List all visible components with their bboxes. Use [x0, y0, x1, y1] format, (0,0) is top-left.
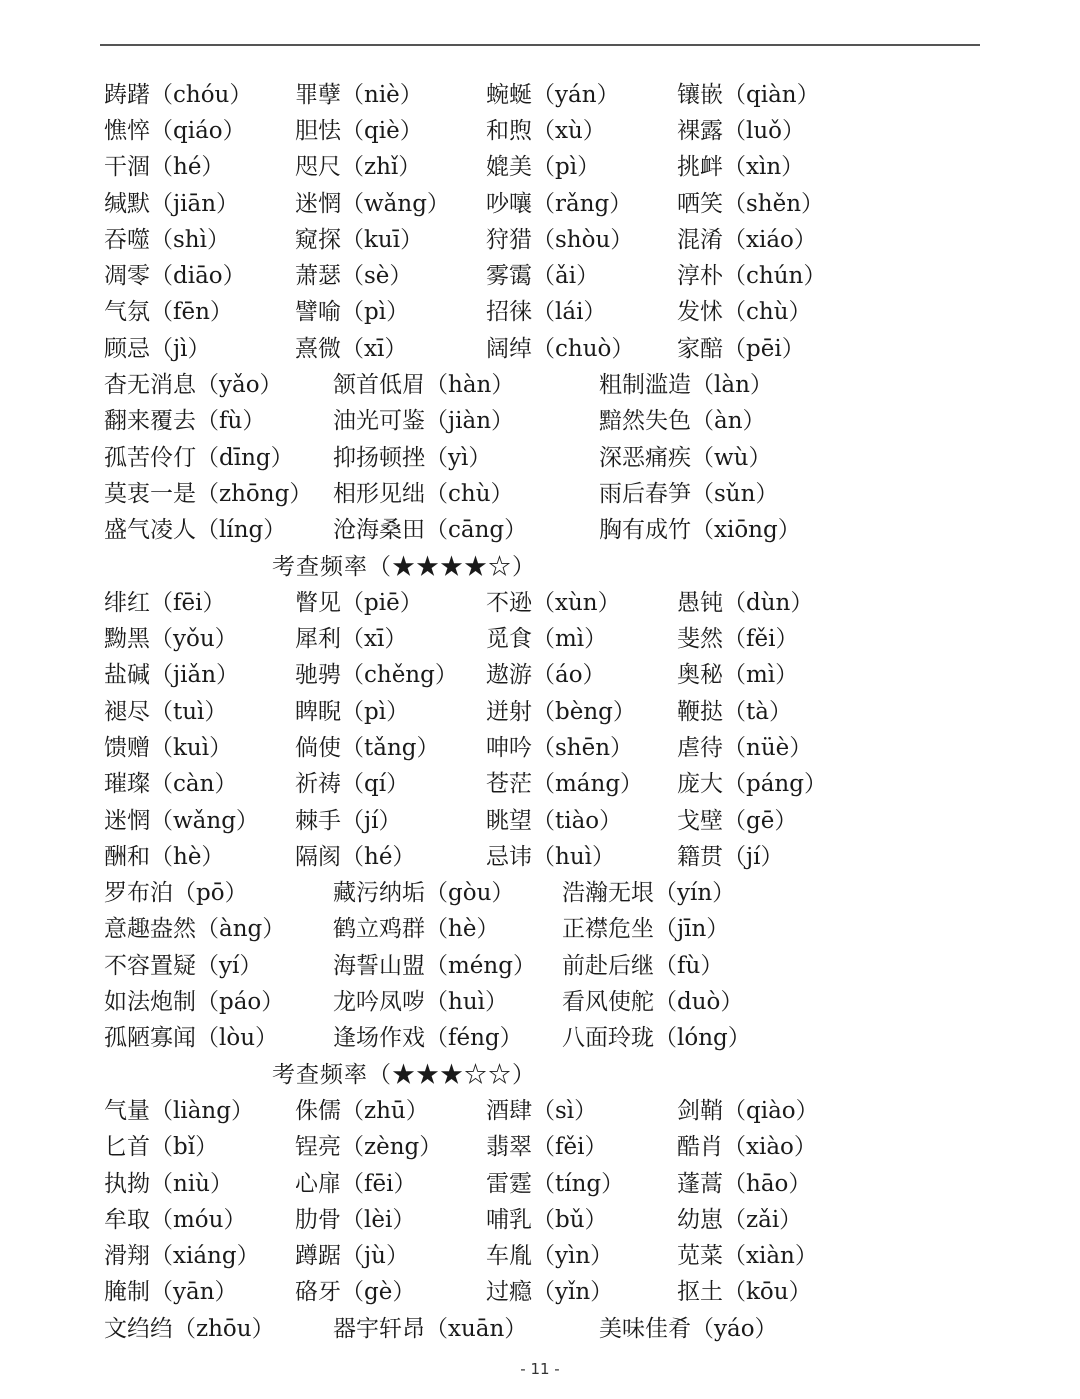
vocab-entry: 混淆（xiáo）	[677, 226, 817, 253]
vocab-entry: 媲美（pì）	[486, 154, 601, 181]
vocab-entry: 过瘾（yǐn）	[486, 1279, 614, 1306]
vocab-row	[104, 1199, 984, 1235]
vocab-entry: 奥秘（mì）	[677, 662, 799, 689]
vocab-entry: 孤陋寡闻（lòu）	[104, 1025, 279, 1052]
vocab-entry: 锃亮（zèng）	[295, 1134, 443, 1161]
vocab-entry: 遨游（áo）	[486, 662, 606, 689]
vocab-entry: 斐然（fěi）	[677, 626, 799, 653]
vocab-row	[104, 582, 984, 618]
vocab-entry: 翻来覆去（fù）	[104, 408, 266, 435]
header-rule	[100, 44, 980, 46]
vocab-entry: 憔悴（qiáo）	[104, 117, 246, 144]
vocab-entry: 迷惘（wǎng）	[104, 807, 259, 834]
vocab-row	[104, 401, 984, 437]
vocab-entry: 看风使舵（duò）	[562, 989, 744, 1016]
vocab-entry: 咫尺（zhǐ）	[295, 154, 422, 181]
vocab-entry: 窥探（kuī）	[295, 226, 424, 253]
vocab-entry: 胸有成竹（xiōng）	[599, 517, 801, 544]
vocab-entry: 如法炮制（páo）	[104, 989, 285, 1016]
vocab-row	[104, 909, 984, 945]
vocab-row	[104, 147, 984, 183]
vocab-entry: 虐待（nüè）	[677, 734, 813, 761]
vocab-entry: 睥睨（pì）	[295, 698, 410, 725]
vocab-row	[104, 292, 984, 328]
vocab-entry: 盛气凌人（líng）	[104, 517, 287, 544]
vocab-entry: 踌躇（chóu）	[104, 81, 253, 108]
vocab-entry: 八面玲珑（lóng）	[562, 1025, 751, 1052]
vocab-entry: 翡翠（fěi）	[486, 1134, 608, 1161]
vocab-entry: 觅食（mì）	[486, 626, 608, 653]
vocab-entry: 凋零（diāo）	[104, 263, 246, 290]
vocab-row	[104, 255, 984, 291]
vocab-entry: 馈赠（kuì）	[104, 734, 233, 761]
vocab-entry: 苍茫（máng）	[486, 771, 644, 798]
vocab-entry: 酒肆（sì）	[486, 1097, 598, 1124]
vocab-entry: 肋骨（lèi）	[295, 1206, 416, 1233]
vocab-entry: 镶嵌（qiàn）	[677, 81, 820, 108]
vocab-entry: 愚钝（dùn）	[677, 589, 814, 616]
vocab-row	[104, 727, 984, 763]
vocab-entry: 璀璨（càn）	[104, 771, 238, 798]
vocab-entry: 酷肖（xiào）	[677, 1134, 817, 1161]
vocab-entry: 倘使（tǎng）	[295, 734, 440, 761]
vocab-row	[104, 618, 984, 654]
vocab-entry: 家醅（pēi）	[677, 335, 805, 362]
vocab-entry: 忌讳（huì）	[486, 843, 615, 870]
vocab-entry: 沧海桑田（cāng）	[333, 517, 528, 544]
vocab-entry: 迸射（bèng）	[486, 698, 636, 725]
vocab-row	[104, 981, 984, 1017]
vocab-entry: 鞭挞（tà）	[677, 698, 792, 725]
vocab-row	[104, 1018, 984, 1054]
vocab-row	[104, 1236, 984, 1272]
vocab-row	[104, 1090, 984, 1126]
vocab-entry: 前赴后继（fù）	[562, 952, 724, 979]
vocab-entry: 褪尽（tuì）	[104, 698, 228, 725]
vocab-entry: 吞噬（shì）	[104, 226, 230, 253]
vocab-entry: 熹微（xī）	[295, 335, 408, 362]
frequency-heading-text: 考查频率（★★★★☆）	[272, 553, 536, 580]
frequency-heading-text: 考查频率（★★★☆☆）	[272, 1061, 536, 1088]
vocab-entry: 莫衷一是（zhōng）	[104, 480, 313, 507]
vocab-row	[104, 1163, 984, 1199]
vocab-entry: 雷霆（tíng）	[486, 1170, 625, 1197]
vocab-entry: 驰骋（chěng）	[295, 662, 458, 689]
vocab-entry: 蜿蜒（yán）	[486, 81, 620, 108]
vocab-row	[104, 1127, 984, 1163]
vocab-entry: 戈壁（gē）	[677, 807, 798, 834]
vocab-entry: 硌牙（gè）	[295, 1279, 416, 1306]
vocab-entry: 干涸（hé）	[104, 154, 225, 181]
frequency-heading	[104, 546, 704, 582]
vocab-entry: 哺乳（bǔ）	[486, 1206, 608, 1233]
vocab-entry: 罪孽（niè）	[295, 81, 423, 108]
vocab-row	[104, 836, 984, 872]
vocab-row	[104, 1272, 984, 1308]
vocab-entry: 和煦（xù）	[486, 117, 606, 144]
vocab-row	[104, 510, 984, 546]
vocab-entry: 抠土（kōu）	[677, 1279, 812, 1306]
vocab-row	[104, 473, 984, 509]
vocab-row	[104, 873, 984, 909]
vocab-entry: 杳无消息（yǎo）	[104, 372, 283, 399]
frequency-heading	[104, 1054, 704, 1090]
vocab-entry: 侏儒（zhū）	[295, 1097, 429, 1124]
vocab-entry: 文绉绉（zhōu）	[104, 1315, 275, 1342]
vocab-entry: 美味佳肴（yáo）	[599, 1315, 778, 1342]
vocab-entry: 瞥见（piē）	[295, 589, 423, 616]
vocab-entry: 发怵（chù）	[677, 299, 812, 326]
vocab-entry: 牟取（móu）	[104, 1206, 247, 1233]
vocab-entry: 气量（liàng）	[104, 1097, 254, 1124]
vocab-entry: 深恶痛疾（wù）	[599, 444, 772, 471]
vocab-entry: 执拗（niù）	[104, 1170, 233, 1197]
vocab-entry: 正襟危坐（jīn）	[562, 916, 730, 943]
vocab-row	[104, 764, 984, 800]
vocab-entry: 气氛（fēn）	[104, 299, 233, 326]
vocab-entry: 棘手（jí）	[295, 807, 402, 834]
vocab-entry: 狩猎（shòu）	[486, 226, 634, 253]
vocab-entry: 蓬蒿（hāo）	[677, 1170, 812, 1197]
vocab-entry: 萧瑟（sè）	[295, 263, 413, 290]
vocab-entry: 呻吟（shēn）	[486, 734, 634, 761]
vocab-entry: 挑衅（xìn）	[677, 154, 805, 181]
vocab-entry: 相形见绌（chù）	[333, 480, 514, 507]
vocabulary-list	[104, 74, 984, 1344]
vocab-entry: 胆怯（qiè）	[295, 117, 423, 144]
vocab-row	[104, 110, 984, 146]
vocab-entry: 罗布泊（pō）	[104, 880, 248, 907]
vocab-row	[104, 364, 984, 400]
vocab-entry: 鹤立鸡群（hè）	[333, 916, 500, 943]
page-number: - 11 -	[520, 1360, 560, 1378]
vocab-row	[104, 1308, 984, 1344]
vocab-entry: 滑翔（xiáng）	[104, 1243, 260, 1270]
vocab-row	[104, 328, 984, 364]
vocab-entry: 龙吟凤哕（huì）	[333, 989, 508, 1016]
vocab-entry: 腌制（yān）	[104, 1279, 238, 1306]
vocab-entry: 雾霭（ǎi）	[486, 263, 600, 290]
vocab-entry: 裸露（luǒ）	[677, 117, 806, 144]
vocab-entry: 籍贯（jí）	[677, 843, 784, 870]
vocab-entry: 车胤（yìn）	[486, 1243, 614, 1270]
vocab-row	[104, 655, 984, 691]
vocab-entry: 颔首低眉（hàn）	[333, 372, 515, 399]
vocab-entry: 匕首（bǐ）	[104, 1134, 219, 1161]
vocab-entry: 淳朴（chún）	[677, 263, 827, 290]
vocab-entry: 阔绰（chuò）	[486, 335, 635, 362]
vocab-entry: 苋菜（xiàn）	[677, 1243, 818, 1270]
vocab-entry: 黯然失色（àn）	[599, 408, 766, 435]
vocab-entry: 吵嚷（rǎng）	[486, 190, 633, 217]
vocab-entry: 不容置疑（yí）	[104, 952, 263, 979]
vocab-entry: 祈祷（qí）	[295, 771, 410, 798]
vocab-entry: 招徕（lái）	[486, 299, 607, 326]
vocab-entry: 盐碱（jiǎn）	[104, 662, 240, 689]
vocab-row	[104, 219, 984, 255]
vocab-entry: 粗制滥造（làn）	[599, 372, 773, 399]
vocab-entry: 逢场作戏（féng）	[333, 1025, 523, 1052]
vocab-entry: 意趣盎然（àng）	[104, 916, 286, 943]
vocab-entry: 器宇轩昂（xuān）	[333, 1315, 528, 1342]
vocab-entry: 黝黑（yǒu）	[104, 626, 238, 653]
vocab-row	[104, 183, 984, 219]
vocab-entry: 剑鞘（qiào）	[677, 1097, 819, 1124]
vocab-entry: 哂笑（shěn）	[677, 190, 825, 217]
vocab-entry: 迷惘（wǎng）	[295, 190, 450, 217]
vocab-entry: 浩瀚无垠（yín）	[562, 880, 736, 907]
vocab-entry: 雨后春笋（sǔn）	[599, 480, 779, 507]
vocab-row	[104, 945, 984, 981]
vocab-entry: 顾忌（jì）	[104, 335, 211, 362]
vocab-entry: 绯红（fēi）	[104, 589, 226, 616]
vocab-entry: 油光可鉴（jiàn）	[333, 408, 515, 435]
vocab-entry: 酬和（hè）	[104, 843, 225, 870]
vocab-entry: 缄默（jiān）	[104, 190, 240, 217]
vocab-entry: 不逊（xùn）	[486, 589, 621, 616]
vocab-entry: 犀利（xī）	[295, 626, 408, 653]
vocab-entry: 孤苦伶仃（dīng）	[104, 444, 294, 471]
vocab-row	[104, 800, 984, 836]
vocab-entry: 抑扬顿挫（yì）	[333, 444, 492, 471]
vocab-row	[104, 437, 984, 473]
vocab-entry: 隔阂（hé）	[295, 843, 416, 870]
vocab-row	[104, 74, 984, 110]
vocab-entry: 海誓山盟（méng）	[333, 952, 536, 979]
vocab-entry: 藏污纳垢（gòu）	[333, 880, 515, 907]
vocab-row	[104, 691, 984, 727]
vocab-entry: 蹲踞（jù）	[295, 1243, 409, 1270]
vocab-entry: 眺望（tiào）	[486, 807, 623, 834]
vocab-entry: 譬喻（pì）	[295, 299, 410, 326]
vocab-entry: 幼崽（zǎi）	[677, 1206, 803, 1233]
vocab-entry: 庞大（páng）	[677, 771, 827, 798]
vocab-entry: 心扉（fēi）	[295, 1170, 417, 1197]
